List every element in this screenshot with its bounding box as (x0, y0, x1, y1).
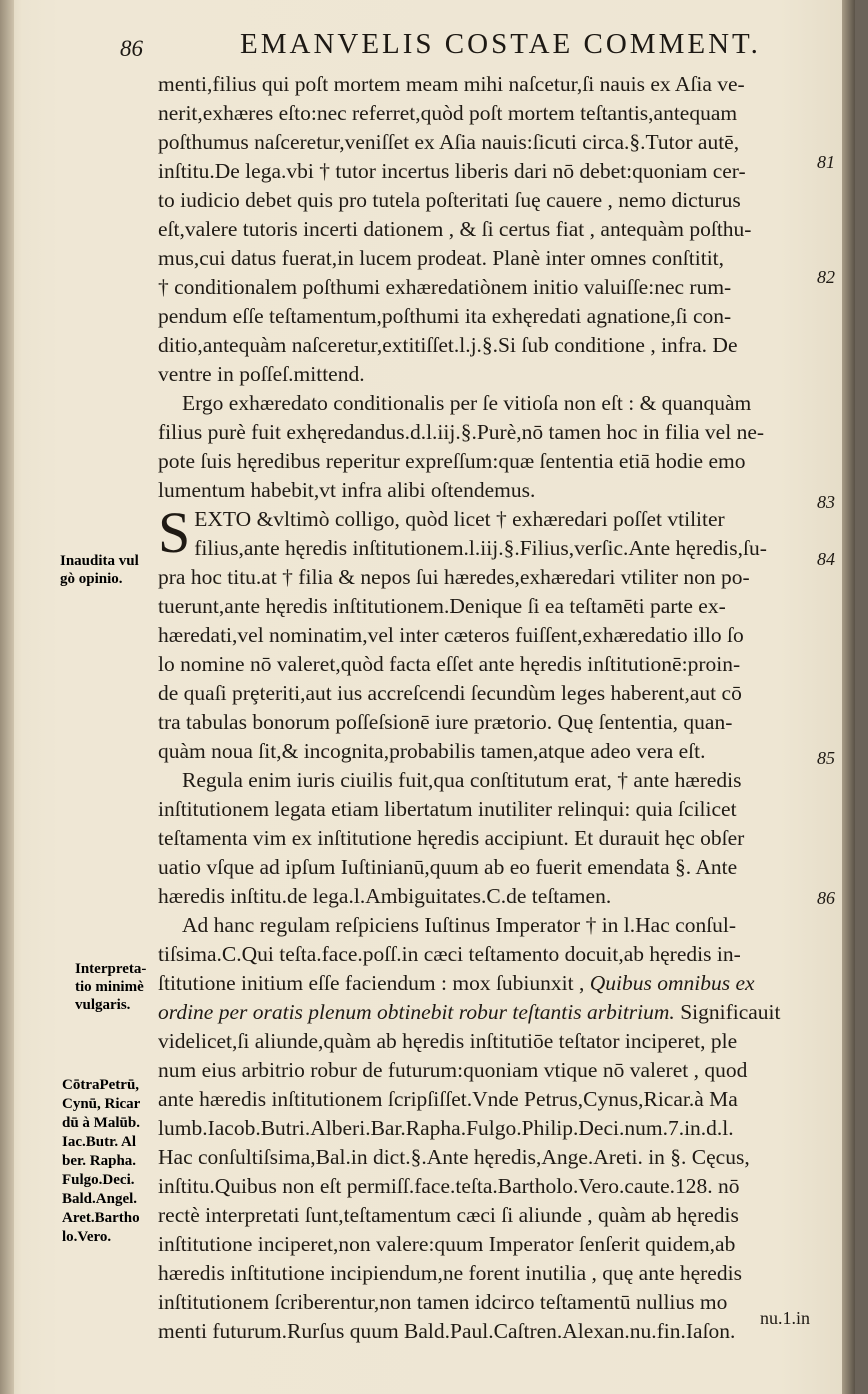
margin-note-line: Inaudita vul (60, 553, 139, 569)
text-line: inſtitutionem legata etiam libertatum inutiliter relinqui: quia ſcilicet (158, 797, 737, 821)
text-line: Hac conſultiſsima,Bal.in dict.§.Ante hęredis,Ange.Areti. in §. Cęcus, (158, 1145, 750, 1169)
text-line (158, 969, 816, 998)
text-line: menti futurum.Rurſus quum Bald.Paul.Caſtren.Alexan.nu.fin.Iaſon. (158, 1319, 736, 1343)
text-line: rectè interpretati ſunt,teſtamentum cæci ſi aliunde , quàm ab hęredis (158, 1203, 739, 1227)
catchword: nu.1.in (760, 1308, 811, 1328)
text-line: tuerunt,ante hęredis inſtitutionem.Denique ſi ea teſtamēti parte ex- (158, 594, 726, 618)
text-line: menti,filius qui poſt mortem meam mihi naſcetur,ſi nauis ex Aſia ve- (158, 72, 745, 96)
text-line: pendum eſſe teſtamentum,poſthumi ita exhęredati agnatione,ſi con- (158, 304, 732, 328)
text-line: lo nomine nō valeret,quòd facta eſſet ante hęredis inſtitutionē:proin- (158, 652, 741, 676)
margin-note-line: ber. Rapha. (62, 1153, 137, 1169)
text-line: Ergo exhæredato conditionalis per ſe vitioſa non eſt : & quanquàm (182, 391, 752, 415)
text-line: Regula enim iuris ciuilis fuit,qua conſtitutum erat, † ante hæredis (182, 768, 742, 792)
text-line: hæredis inſtitutione incipiendum,ne forent inutilia , quę ante hęredis (158, 1261, 742, 1285)
section-number: 85 (817, 748, 835, 768)
text-line: tra tabulas bonorum poſſeſsionē iure prætorio. Quę ſententia, quan- (158, 710, 733, 734)
page-number: 86 (120, 36, 143, 61)
text-line: uatio vſque ad ipſum Iuſtinianū,quum ab eo fuerit emendata §. Ante (158, 855, 738, 879)
text-line: filius,ante hęredis inſtitutionem.l.iij.§.Filius,verſic.Ante hęredis,ſu- (194, 536, 767, 560)
margin-note-line: tio minimè (75, 979, 144, 995)
margin-note (60, 552, 139, 588)
text-line: † conditionalem poſthumi exhæredatiònem initio valuiſſe:nec rum- (158, 275, 732, 299)
margin-note-line: Fulgo.Deci. (62, 1172, 135, 1188)
page-gutter (0, 0, 14, 1394)
text-segment: ſtitutione initium eſſe faciendum : mox ſubiunxit , (158, 971, 585, 995)
margin-note-line: vulgaris. (75, 997, 131, 1013)
margin-note-line: Aret.Bartho (62, 1210, 140, 1226)
text-segment: Significauit (680, 1000, 781, 1024)
text-line: inſtitu.De lega.vbi † tutor incertus liberis dari nō debet:quoniam cer- (158, 159, 746, 183)
text-line: tiſsima.C.Qui teſta.face.poſſ.in cæci teſtamento docuit,ab hęredis in- (158, 942, 741, 966)
text-line: teſtamenta vim ex inſtitutione hęredis accipiunt. Et durauit hęc obſer (158, 826, 745, 850)
italic-quote: ordine per oratis plenum obtinebit robur teſtantis arbitrium. (158, 1000, 675, 1024)
text-line: EXTO &vltimò colligo, quòd licet † exhæredari poſſet vtiliter (194, 507, 725, 531)
text-line: ventre in poſſeſ.mittend. (158, 362, 365, 386)
section-number: 86 (817, 888, 835, 908)
margin-note-line: CōtraPetrū, (62, 1077, 140, 1093)
text-line: to iudicio debet quis pro tutela poſteritati ſuę cauere , nemo dicturus (158, 188, 741, 212)
margin-note-line: Iac.Butr. Al (62, 1134, 137, 1150)
text-line: lumb.Iacob.Butri.Alberi.Bar.Rapha.Fulgo.Philip.Deci.num.7.in.d.l. (158, 1116, 734, 1140)
margin-note-line: Interpreta- (75, 961, 147, 977)
text-line: ante hæredis inſtitutionem ſcripſiſſet.Vnde Petrus,Cynus,Ricar.à Ma (158, 1087, 738, 1111)
margin-note-line: lo.Vero. (62, 1229, 112, 1245)
text-line: inſtitu.Quibus non eſt permiſſ.face.teſta.Bartholo.Vero.caute.128. nō (158, 1174, 740, 1198)
running-title: EMANVELIS COSTAE COMMENT. (240, 28, 761, 60)
drop-cap: S (158, 500, 191, 565)
text-line: eſt,valere tutoris incerti dationem , & ſi certus fiat , antequàm poſthu- (158, 217, 752, 241)
text-line: hæredati,vel nominatim,vel inter cæteros fuiſſent,exhæredatio illo ſo (158, 623, 744, 647)
page-edge (842, 0, 855, 1394)
text-line: poſthumus naſceretur,veniſſet ex Aſia nauis:ſicuti circa.§.Tutor autē, (158, 130, 740, 154)
margin-note-line: Bald.Angel. (62, 1191, 138, 1207)
page-header (120, 28, 820, 64)
text-line: inſtitutionem ſcriberentur,non tamen idcirco teſtamentū nullius mo (158, 1290, 728, 1314)
text-line: Ad hanc regulam reſpiciens Iuſtinus Imperator † in l.Hac conſul- (182, 913, 737, 937)
section-number: 81 (817, 152, 835, 172)
text-line (158, 998, 816, 1027)
text-line: mus,cui datus fuerat,in lucem prodeat. Planè inter omnes conſtitit, (158, 246, 725, 270)
text-line: ditio,antequàm naſceretur,extitiſſet.l.j.§.Si ſub conditione , infra. De (158, 333, 738, 357)
text-line: hæredis inſtitu.de lega.l.Ambiguitates.C.de teſtamen. (158, 884, 612, 908)
main-text (158, 70, 816, 1346)
margin-note-line: gò opinio. (60, 571, 123, 587)
text-line: pote ſuis hęredibus reperitur expreſſum:quæ ſententia etiā hodie emo (158, 449, 746, 473)
text-line: videlicet,ſi aliunde,quàm ab hęredis inſtitutiōe teſtator inciperet, ple (158, 1029, 738, 1053)
text-line: quàm noua ſit,& incognita,probabilis tamen,atque adeo vera eſt. (158, 739, 706, 763)
text-line: pra hoc titu.at † filia & nepos ſui hæredes,exhæredari vtiliter non po- (158, 565, 750, 589)
section-number: 84 (817, 549, 835, 569)
margin-note-line: Cynū, Ricar (62, 1096, 141, 1112)
margin-note (62, 1076, 140, 1247)
text-line: nerit,exhæres eſto:nec referret,quòd poſt mortem teſtantis,antequam (158, 101, 738, 125)
text-line: num eius arbitrio robur de futurum:quoniam vtique nō valeret , quod (158, 1058, 748, 1082)
section-number: 82 (817, 267, 835, 287)
margin-note-line: dū à Malūb. (62, 1115, 140, 1131)
italic-quote: Quibus omnibus ex (589, 971, 755, 995)
text-line: inſtitutione inciperet,non valere:quum Imperator ſenſerit quidem,ab (158, 1232, 736, 1256)
section-number: 83 (817, 492, 835, 512)
text-line: filius purè fuit exhęredandus.d.l.iij.§.Purè,nō tamen hoc in filia vel ne- (158, 420, 765, 444)
margin-note (75, 960, 146, 1014)
text-line: de quaſi prȩteriti,aut ius accreſcendi ſecundùm leges haberent,aut cō (158, 681, 742, 705)
text-line: lumentum habebit,vt infra alibi oſtendemus. (158, 478, 536, 502)
